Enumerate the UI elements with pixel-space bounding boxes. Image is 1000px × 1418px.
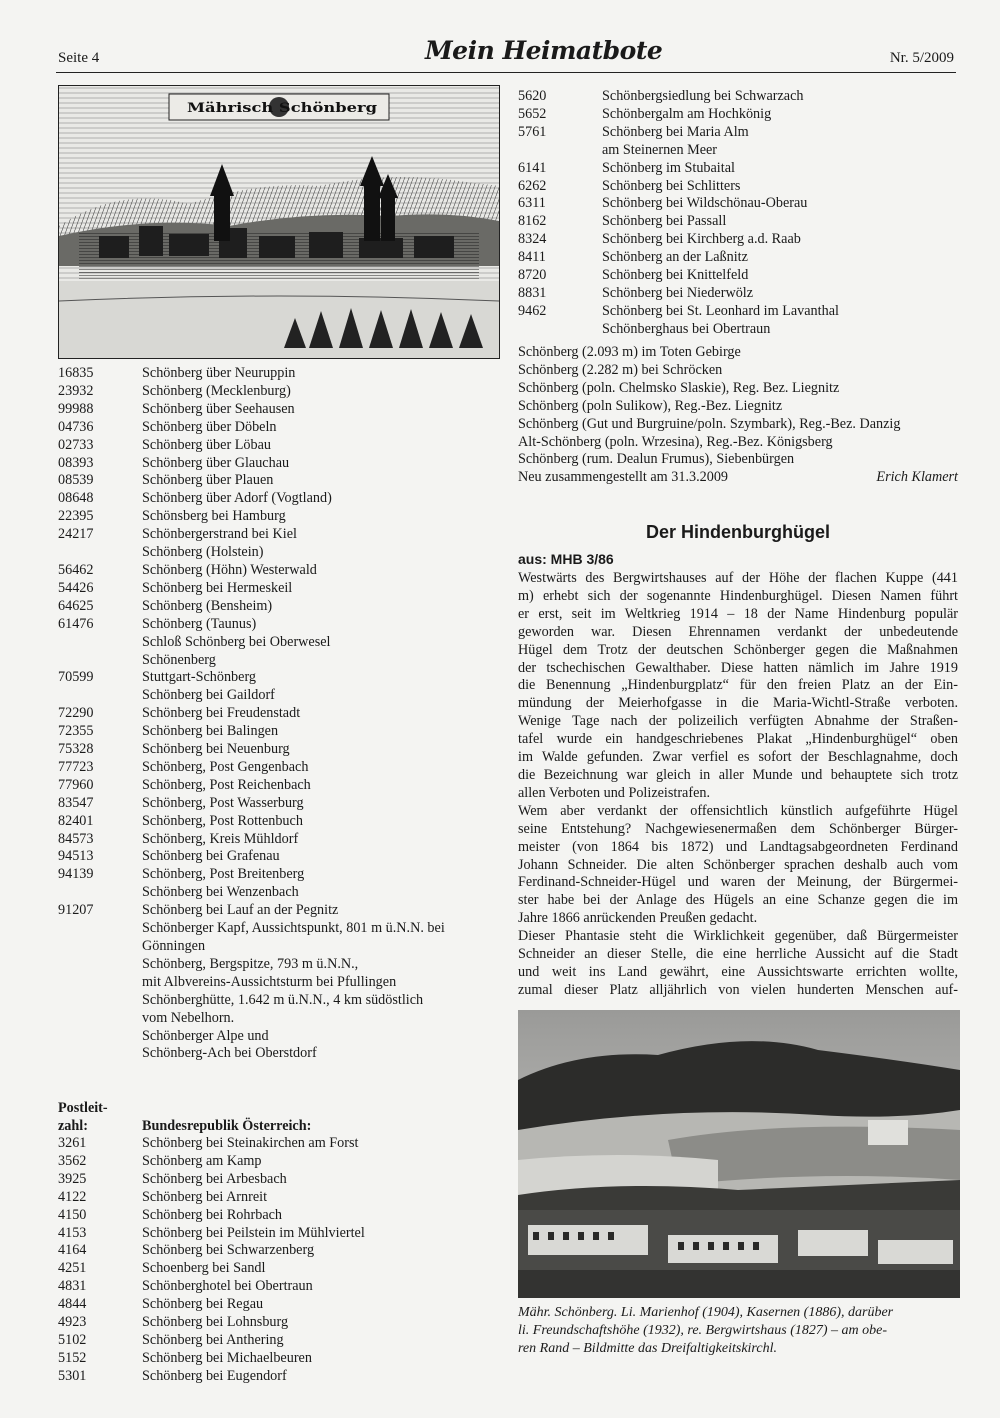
list-item: [58, 508, 506, 526]
postal-code: 5761: [518, 123, 547, 140]
issue-number: Nr. 5/2009: [889, 50, 954, 66]
place-name: Schönberg über Neuruppin: [142, 365, 296, 381]
list-item: [518, 303, 958, 321]
article-line: Wem aber verdankt der offensichtlich künstlich aufgeführte Hügel: [518, 802, 958, 819]
place-name: Schönberg über Löbau: [142, 436, 271, 453]
place-name: Schönberg (Holstein): [142, 544, 264, 561]
list-item: [58, 437, 506, 455]
list-item: [518, 160, 958, 178]
postal-code: 08539: [58, 472, 94, 489]
caption-line: li. Freundschaftshöhe (1932), re. Bergwirtshaus (1827) – am obe-: [518, 1323, 888, 1338]
postal-code: 6141: [518, 159, 547, 176]
list-item: [58, 741, 506, 759]
article-line: zumal dieser Platz alljährlich von vielen hunderten Menschen auf-: [518, 981, 958, 998]
postal-code: 8831: [518, 284, 547, 301]
place-name: Gönningen: [142, 938, 206, 954]
header-rule: [56, 72, 956, 73]
place-name: Schönberg (Bensheim): [142, 597, 273, 614]
article-line: und weit ins Land gewährt, eine Aussichtswarte errichten wollte,: [518, 963, 958, 980]
postal-code: 56462: [58, 561, 94, 578]
place-name: Schönberg an der Laßnitz: [602, 249, 748, 266]
postal-code-label-1: Postleit-: [58, 1100, 108, 1116]
place-name: Schoenberg bei Sandl: [142, 1260, 266, 1277]
article-line: die Bezeichnung war gleich in aller Munde und behauptete sich trotz: [518, 766, 958, 783]
list-item: [58, 687, 506, 705]
other-place-line: Schönberg (poln. Chelmsko Slaskie), Reg. Bez. Liegnitz: [518, 379, 840, 396]
austria-list: [58, 1135, 506, 1386]
place-name: Schönberg über Glauchau: [142, 454, 290, 471]
compiled-date: Neu zusammengestellt am 31.3.2009: [518, 469, 729, 486]
author: Erich Klamert: [876, 469, 958, 486]
postal-code: 16835: [58, 365, 94, 381]
list-item: [518, 213, 958, 231]
place-name: am Steinernen Meer: [602, 141, 718, 158]
place-name: Schönberg bei Niederwölz: [602, 284, 754, 301]
postal-code: 6262: [518, 177, 547, 194]
list-item: [518, 231, 958, 249]
postal-code: 72290: [58, 705, 94, 722]
article-line: geworden war. Diesen Ehrennamen verdankt der unbedeutende: [518, 623, 958, 640]
article-line: mündung der Meierhofgasse in die Maria-Wichtl-Straße verboten.: [518, 695, 958, 712]
place-name: Schönberg (Höhn) Westerwald: [142, 561, 317, 578]
list-item: [518, 249, 958, 267]
page-number: Seite 4: [58, 50, 100, 66]
postal-code: [58, 1045, 142, 1063]
place-name: Schönberg (Mecklenburg): [142, 382, 291, 399]
list-item: [58, 598, 506, 616]
caption-line: Mähr. Schönberg. Li. Marienhof (1904), Kasernen (1886), darüber: [518, 1305, 894, 1320]
postal-code: [58, 1028, 142, 1046]
list-item: [58, 1225, 506, 1243]
place-name: Schönberg bei Knittelfeld: [602, 267, 749, 284]
place-name: Schönberg bei Arnreit: [142, 1188, 268, 1205]
other-place-line: Schönberg (2.282 m) bei Schröcken: [518, 361, 723, 378]
postal-code: 4844: [58, 1296, 87, 1313]
place-name: Schönberg bei Eugendorf: [142, 1367, 287, 1384]
list-item: [58, 795, 506, 813]
list-item: [58, 544, 506, 562]
article-line: der tschechischen Gewalthaber. Diese hatten nämlich im Jahre 1919: [518, 659, 958, 676]
place-name: Schönberg bei Regau: [142, 1296, 264, 1313]
article-line: Hügel dem Trotz der deutschen Schönberger gegen die Maßnahmen: [518, 641, 958, 658]
list-item: [58, 1028, 506, 1046]
list-item: [58, 455, 506, 473]
postal-code: 5102: [58, 1331, 87, 1348]
other-places: [518, 344, 958, 487]
postal-code: 5652: [518, 105, 547, 122]
list-item: [58, 884, 506, 902]
place-name: Schönberg, Post Breitenberg: [142, 866, 305, 883]
other-place-line: Schönberg (poln Sulikow), Reg.-Bez. Liegnitz: [518, 397, 783, 414]
list-item: [58, 1153, 506, 1171]
article-line: m) erhebt sich der sogenannte Hindenburghügel. Diesen Namen führt: [518, 587, 958, 604]
place-name: Schönberg bei Rohrbach: [142, 1206, 283, 1223]
list-item: [58, 1171, 506, 1189]
list-item: [58, 490, 506, 508]
article-source: aus: MHB 3/86: [518, 551, 614, 567]
place-name: Schönberg bei Freudenstadt: [142, 705, 301, 722]
list-item: [58, 813, 506, 831]
austria-list-continued: [518, 88, 958, 339]
place-name: Schönberg bei Hermeskeil: [142, 579, 293, 596]
article-body: [518, 570, 958, 1000]
list-item: [58, 383, 506, 401]
postal-code: [58, 920, 142, 938]
place-name: Schönberg bei St. Leonhard im Lavanthal: [602, 302, 839, 319]
postal-code: 8162: [518, 213, 547, 230]
list-item: [58, 669, 506, 687]
article-line: im Walde gefunden. Zwar verfiel es sofort der Beschlagnahme, doch: [518, 749, 958, 766]
postal-code: 8411: [518, 249, 546, 266]
list-item: [58, 1350, 506, 1368]
postal-code: 94139: [58, 866, 94, 883]
list-item: [58, 580, 506, 598]
list-item: [58, 401, 506, 419]
other-place-line: Schönberg (Gut und Burgruine/poln. Szymbark), Reg.-Bez. Danzig: [518, 415, 901, 432]
list-item: [58, 902, 506, 920]
place-name: Schönberg über Plauen: [142, 472, 274, 489]
postal-code: 5620: [518, 88, 547, 104]
list-item: [58, 920, 506, 938]
place-name: Schönberg bei Wenzenbach: [142, 884, 299, 901]
postal-code: 75328: [58, 741, 94, 758]
place-name: Schönberg bei Peilstein im Mühlviertel: [142, 1224, 365, 1241]
postal-code: 8324: [518, 231, 547, 248]
caption-line: ren Rand – Bildmitte das Dreifaltigkeitskirchl.: [518, 1341, 777, 1356]
list-item: [58, 866, 506, 884]
postal-code: 04736: [58, 418, 94, 435]
list-item: [58, 723, 506, 741]
place-name: Schönberg am Kamp: [142, 1152, 262, 1169]
place-name: Schönberg (Taunus): [142, 615, 257, 632]
other-place-line: Schönberg (rum. Dealun Frumus), Siebenbürgen: [518, 451, 795, 468]
article-line: Johann Schneider. Die alten Schönberger sprachen deshalb auch vom: [518, 856, 958, 873]
postal-code: 82401: [58, 812, 94, 829]
postal-code: 84573: [58, 830, 94, 847]
place-name: Schönbergalm am Hochkönig: [602, 105, 772, 122]
postal-code: 23932: [58, 382, 94, 399]
list-item: [58, 634, 506, 652]
place-name: Schönberg bei Grafenau: [142, 848, 280, 865]
postal-code: 4831: [58, 1278, 87, 1295]
place-name: Schönberg bei Michaelbeuren: [142, 1349, 312, 1366]
postal-code: 22395: [58, 508, 94, 525]
place-name: Schönberger Kapf, Aussichtspunkt, 801 m ü.N.N. bei: [142, 920, 445, 937]
place-name: Schönsberg bei Hamburg: [142, 508, 286, 525]
postal-code: [58, 974, 142, 992]
list-item: [58, 777, 506, 795]
list-item: [518, 285, 958, 303]
place-name: Schönberg bei Wildschönau-Oberau: [602, 195, 808, 212]
list-item: [58, 1260, 506, 1278]
postal-code: [58, 992, 142, 1010]
postal-code: [58, 1010, 142, 1028]
place-name: Schönberg bei Anthering: [142, 1331, 284, 1348]
place-name: mit Albvereins-Aussichtsturm bei Pfullingen: [142, 973, 397, 990]
list-item: [58, 1332, 506, 1350]
postal-code: [58, 634, 142, 652]
list-item: [58, 365, 506, 383]
postal-code: [58, 956, 142, 974]
country-label: Bundesrepublik Österreich:: [142, 1117, 312, 1134]
place-name: Schönberg, Post Rottenbuch: [142, 812, 303, 829]
engraving-title: Mährisch Schönberg: [187, 101, 377, 116]
article-line: Ferdinand-Schneider-Hügel und waren der Meinung, der Bürgermei-: [518, 874, 958, 891]
postal-code: 83547: [58, 794, 94, 811]
place-name: Schönberg über Adorf (Vogtland): [142, 490, 332, 507]
postal-code: 3925: [58, 1170, 87, 1187]
postal-code: 4150: [58, 1206, 87, 1223]
postal-code: 94513: [58, 848, 94, 865]
list-item: [58, 472, 506, 490]
list-item: [58, 1296, 506, 1314]
postal-code: 4153: [58, 1224, 87, 1241]
historic-photo: [518, 1010, 960, 1298]
place-name: Schönberg, Post Gengenbach: [142, 758, 309, 775]
list-item: [58, 992, 506, 1010]
place-name: Schönberg bei Neuenburg: [142, 741, 290, 758]
postal-code: 64625: [58, 597, 94, 614]
list-item: [58, 831, 506, 849]
postal-code: 5152: [58, 1349, 87, 1366]
place-name: Schönberg bei Kirchberg a.d. Raab: [602, 231, 801, 248]
postal-code: 08393: [58, 454, 94, 471]
article-line: Westwärts des Bergwirtshauses auf der Höhe der flachen Kuppe (441: [518, 570, 958, 586]
list-item: [518, 178, 958, 196]
postal-code: 77723: [58, 758, 94, 775]
list-item: [58, 938, 506, 956]
postal-code: 24217: [58, 526, 94, 543]
list-item: [58, 562, 506, 580]
list-item: [58, 1045, 506, 1063]
place-name: Schönberger Alpe und: [142, 1027, 269, 1044]
place-name: vom Nebelhorn.: [142, 1009, 235, 1026]
postal-code: [58, 652, 142, 670]
list-item: [58, 1010, 506, 1028]
list-item: [518, 106, 958, 124]
postal-code: [58, 544, 142, 562]
article-line: Dieser Phantasie steht die Wirklichkeit gegenüber, daß Bürgermeister: [518, 928, 958, 945]
postal-code: 77960: [58, 776, 94, 793]
place-name: Schönberg bei Schlitters: [602, 177, 741, 194]
place-name: Stuttgart-Schönberg: [142, 669, 257, 686]
postal-code: 4122: [58, 1188, 87, 1205]
article-line: Schneider an dieser Stelle, die eine herrliche Aussicht auf die Stadt: [518, 946, 958, 963]
place-name: Schönberg, Bergspitze, 793 m ü.N.N.,: [142, 955, 359, 972]
postal-code: 4923: [58, 1314, 87, 1331]
list-item: [518, 124, 958, 142]
postal-code: 4164: [58, 1242, 87, 1259]
list-item: [58, 1207, 506, 1225]
article-line: tafel wurde ein handgeschriebenes Plakat „Hindenburghügel“ oben: [518, 731, 958, 748]
place-name: Schönberg über Seehausen: [142, 400, 295, 417]
place-name: Schönberg bei Passall: [602, 213, 727, 230]
list-item: [58, 956, 506, 974]
place-name: Schönberg, Kreis Mühldorf: [142, 830, 299, 847]
photo-caption: [518, 1304, 960, 1358]
list-item: [58, 974, 506, 992]
masthead: Mein Heimatbote: [425, 36, 663, 65]
place-name: Schönberg bei Arbesbach: [142, 1170, 287, 1187]
other-place-line: Alt-Schönberg (poln. Wrzesina), Reg.-Bez. Königsberg: [518, 433, 833, 450]
postal-code: [518, 321, 602, 339]
place-name: Schönenberg: [142, 651, 216, 668]
postal-code: [58, 938, 142, 956]
list-item: [58, 1189, 506, 1207]
postal-code: 4251: [58, 1260, 87, 1277]
list-item: [518, 195, 958, 213]
list-item: [58, 1135, 506, 1153]
place-name: Schönberg bei Balingen: [142, 723, 279, 740]
list-item: [518, 88, 958, 106]
place-name: Schönberg über Döbeln: [142, 418, 277, 435]
list-item: [58, 652, 506, 670]
list-item: [518, 321, 958, 339]
place-name: Schönberg bei Gaildorf: [142, 687, 275, 704]
place-name: Schönbergsiedlung bei Schwarzach: [602, 88, 804, 104]
place-name: Schönberg-Ach bei Oberstdorf: [142, 1045, 317, 1062]
article-line: ster habe bei der Anlage des Hügels an eine Schanze gegen die im: [518, 892, 958, 909]
postal-code: 3562: [58, 1152, 87, 1169]
postal-code: 61476: [58, 615, 94, 632]
place-name: Schloß Schönberg bei Oberwesel: [142, 633, 331, 650]
place-name: Schönberghütte, 1.642 m ü.N.N., 4 km südöstlich: [142, 991, 424, 1008]
germany-list: [58, 365, 506, 1063]
postal-code: 54426: [58, 579, 94, 596]
list-item: [518, 142, 958, 160]
article-line: meister (von 1864 bis 1872) und Landtagsabgeordneten Ferdinand: [518, 838, 958, 855]
postal-code: 70599: [58, 669, 94, 686]
place-name: Schönberg, Post Wasserburg: [142, 794, 304, 811]
postal-code: 6311: [518, 195, 546, 212]
place-name: Schönberghotel bei Obertraun: [142, 1278, 313, 1295]
list-item: [58, 848, 506, 866]
list-item: [58, 616, 506, 634]
list-item: [58, 705, 506, 723]
postal-code: 72355: [58, 723, 94, 740]
postal-code: 8720: [518, 267, 547, 284]
list-item: [58, 1278, 506, 1296]
article-line: Jahre 1866 anrückenden Preußen gedacht.: [518, 910, 758, 927]
place-name: Schönberg bei Schwarzenberg: [142, 1242, 315, 1259]
postal-code: [518, 142, 602, 160]
place-name: Schönberg im Stubaital: [602, 159, 735, 176]
postal-code: 08648: [58, 490, 94, 507]
article-title: Der Hindenburghügel: [646, 522, 830, 542]
article-line: die Benennung „Hindenburgplatz“ für den freien Platz an der Ein-: [518, 677, 958, 694]
postal-code: [58, 687, 142, 705]
place-name: Schönberghaus bei Obertraun: [602, 320, 771, 337]
article-line: er erst, seit im Weltkrieg 1914 – 18 der Name Hindenburg populär: [518, 605, 958, 622]
article-line: allen Verboten und Polizeistrafen.: [518, 784, 711, 801]
list-item: [58, 419, 506, 437]
list-item: [58, 526, 506, 544]
postal-code: 91207: [58, 902, 94, 919]
article-line: Wenige Tage nach der polizeilich verfügten Abnahme der Straßen-: [518, 713, 958, 730]
list-item: [58, 1242, 506, 1260]
place-name: Schönberg, Post Reichenbach: [142, 776, 311, 793]
place-name: Schönberg bei Lohnsburg: [142, 1314, 289, 1331]
postal-code: 99988: [58, 400, 94, 417]
postal-code-label-2: zahl:: [58, 1117, 88, 1134]
engraving-drawing: [59, 86, 499, 358]
place-name: Schönbergerstrand bei Kiel: [142, 526, 297, 543]
austria-heading: [58, 1100, 506, 1135]
postal-code: 3261: [58, 1135, 87, 1151]
other-place-line: Schönberg (2.093 m) im Toten Gebirge: [518, 344, 741, 360]
postal-code: 02733: [58, 436, 94, 453]
list-item: [58, 1314, 506, 1332]
postal-code: 9462: [518, 302, 547, 319]
list-item: [518, 267, 958, 285]
photo-drawing: [518, 1010, 960, 1298]
list-item: [58, 759, 506, 777]
town-engraving: [58, 85, 500, 359]
list-item: [58, 1368, 506, 1386]
place-name: Schönberg bei Lauf an der Pegnitz: [142, 902, 339, 919]
postal-code: [58, 884, 142, 902]
article-line: seine Entstehung? Nachgewiesenermaßen dem Schönberger Bürger-: [518, 820, 958, 837]
place-name: Schönberg bei Maria Alm: [602, 123, 749, 140]
postal-code: 5301: [58, 1367, 87, 1384]
place-name: Schönberg bei Steinakirchen am Forst: [142, 1135, 359, 1151]
